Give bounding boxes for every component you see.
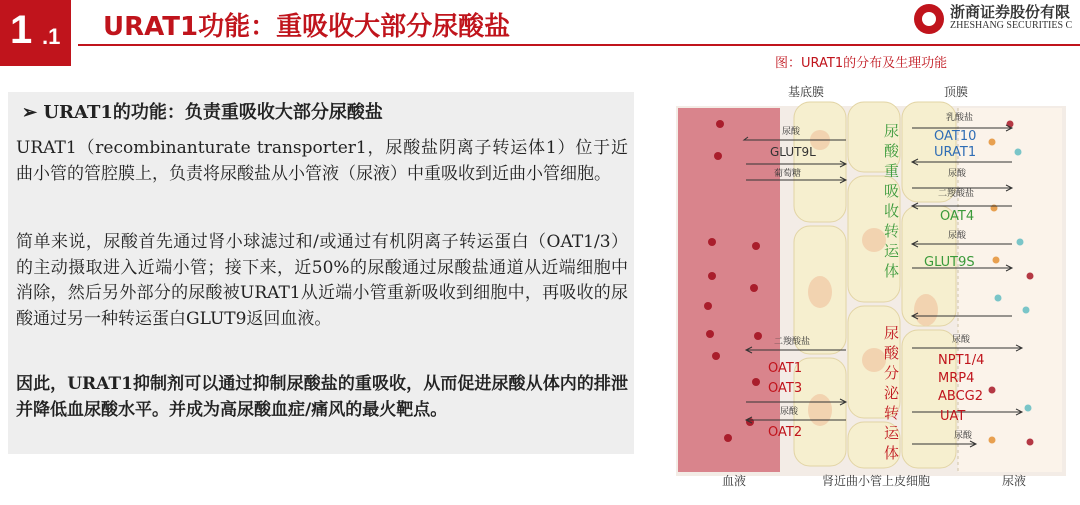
paragraph-3: 因此，URAT1抑制剂可以通过抑制尿酸盐的重吸收，从而促进尿酸从体内的排泄并降低血尿酸水平。并成为高尿酸血症/痛风的最火靶点。: [16, 374, 628, 420]
urine-region: [958, 108, 1062, 472]
svg-text:二羧酸盐: 二羧酸盐: [938, 189, 975, 199]
svg-text:葡萄糖: 葡萄糖: [774, 169, 802, 179]
label-blood: 血液: [722, 474, 747, 488]
svg-text:酸: 酸: [884, 344, 900, 362]
label-apical: 顶膜: [944, 85, 969, 99]
transporter-uat: UAT: [940, 409, 966, 424]
svg-text:尿: 尿: [884, 324, 900, 342]
svg-text:分: 分: [884, 364, 900, 382]
slide-title: URAT1功能：重吸收大部分尿酸盐: [103, 12, 511, 42]
label-cells: 肾近曲小管上皮细胞: [822, 474, 931, 488]
label-urine: 尿液: [1002, 474, 1027, 488]
text-panel: [8, 92, 634, 454]
transporter-mrp4: MRP4: [938, 371, 975, 386]
svg-text:收: 收: [884, 202, 900, 220]
transporter-oat4: OAT4: [940, 209, 975, 224]
svg-text:重: 重: [884, 162, 900, 180]
secretion-label: [884, 324, 900, 462]
transporter-glut9l: GLUT9L: [770, 145, 816, 159]
paragraph-2: 简单来说，尿酸首先通过肾小球滤过和/或通过有机阴离子转运蛋白（OAT1/3）的主动摄取进入近端小管；接下来，近50%的尿酸通过尿酸盐通道从近端细胞中消除，然后另外部分的尿酸被URAT1从近端小管重新吸收到细胞中，再吸收的尿酸通过另一种转运蛋白GLUT9返回血液。: [16, 232, 628, 329]
svg-text:尿: 尿: [884, 122, 900, 140]
svg-text:体: 体: [884, 262, 900, 280]
paragraph-1: URAT1（recombinanturate transporter1，尿酸盐阴离子转运体1）位于近曲小管的管腔膜上，负责将尿酸盐从小管液（尿液）中重吸收到近曲小管细胞。: [16, 138, 628, 184]
transporter-abcg2: ABCG2: [938, 389, 984, 404]
transporter-oat10: OAT10: [934, 129, 977, 144]
section-subnumber: .1: [42, 24, 61, 49]
transporter-npt14: NPT1/4: [938, 353, 985, 368]
svg-text:乳酸盐: 乳酸盐: [946, 113, 974, 123]
nucleus: [862, 228, 886, 252]
transporter-urat1: URAT1: [934, 145, 977, 160]
svg-text:尿酸: 尿酸: [780, 407, 799, 417]
transporter-oat3: OAT3: [768, 381, 803, 396]
company-logo: [912, 0, 1080, 40]
urat1-diagram: [676, 80, 1066, 500]
section-number-badge: [0, 0, 71, 66]
header-divider: [78, 44, 1080, 46]
transporter-oat1: OAT1: [768, 361, 803, 376]
svg-text:尿酸: 尿酸: [948, 169, 967, 179]
label-basolateral: 基底膜: [788, 85, 825, 99]
svg-text:吸: 吸: [884, 182, 900, 200]
nucleus: [808, 394, 832, 426]
blood-region: [678, 108, 780, 472]
svg-text:转: 转: [884, 404, 900, 422]
svg-text:酸: 酸: [884, 142, 900, 160]
svg-text:二羧酸盐: 二羧酸盐: [774, 337, 811, 347]
svg-text:运: 运: [884, 424, 900, 442]
panel-heading: ➢ URAT1的功能：负责重吸收大部分尿酸盐: [22, 102, 383, 123]
figure-caption: 图：URAT1的分布及生理功能: [775, 56, 948, 71]
svg-text:尿酸: 尿酸: [948, 231, 967, 241]
section-number: 1: [10, 8, 33, 52]
svg-text:转: 转: [884, 222, 900, 240]
transporter-oat2: OAT2: [768, 425, 803, 440]
logo-en-text: ZHESHANG SECURITIES C: [950, 20, 1073, 31]
nucleus: [808, 276, 832, 308]
cell: [794, 102, 846, 222]
logo-icon: [914, 4, 944, 34]
svg-text:尿酸: 尿酸: [782, 127, 801, 137]
svg-text:泌: 泌: [884, 384, 900, 402]
transporter-glut9s: GLUT9S: [924, 255, 975, 270]
nucleus: [862, 348, 886, 372]
logo-cn-text: 浙商证券股份有限: [950, 3, 1071, 21]
svg-text:运: 运: [884, 242, 900, 260]
nucleus: [914, 294, 938, 326]
svg-text:尿酸: 尿酸: [954, 431, 973, 441]
svg-text:尿酸: 尿酸: [952, 335, 971, 345]
svg-text:体: 体: [884, 444, 900, 462]
